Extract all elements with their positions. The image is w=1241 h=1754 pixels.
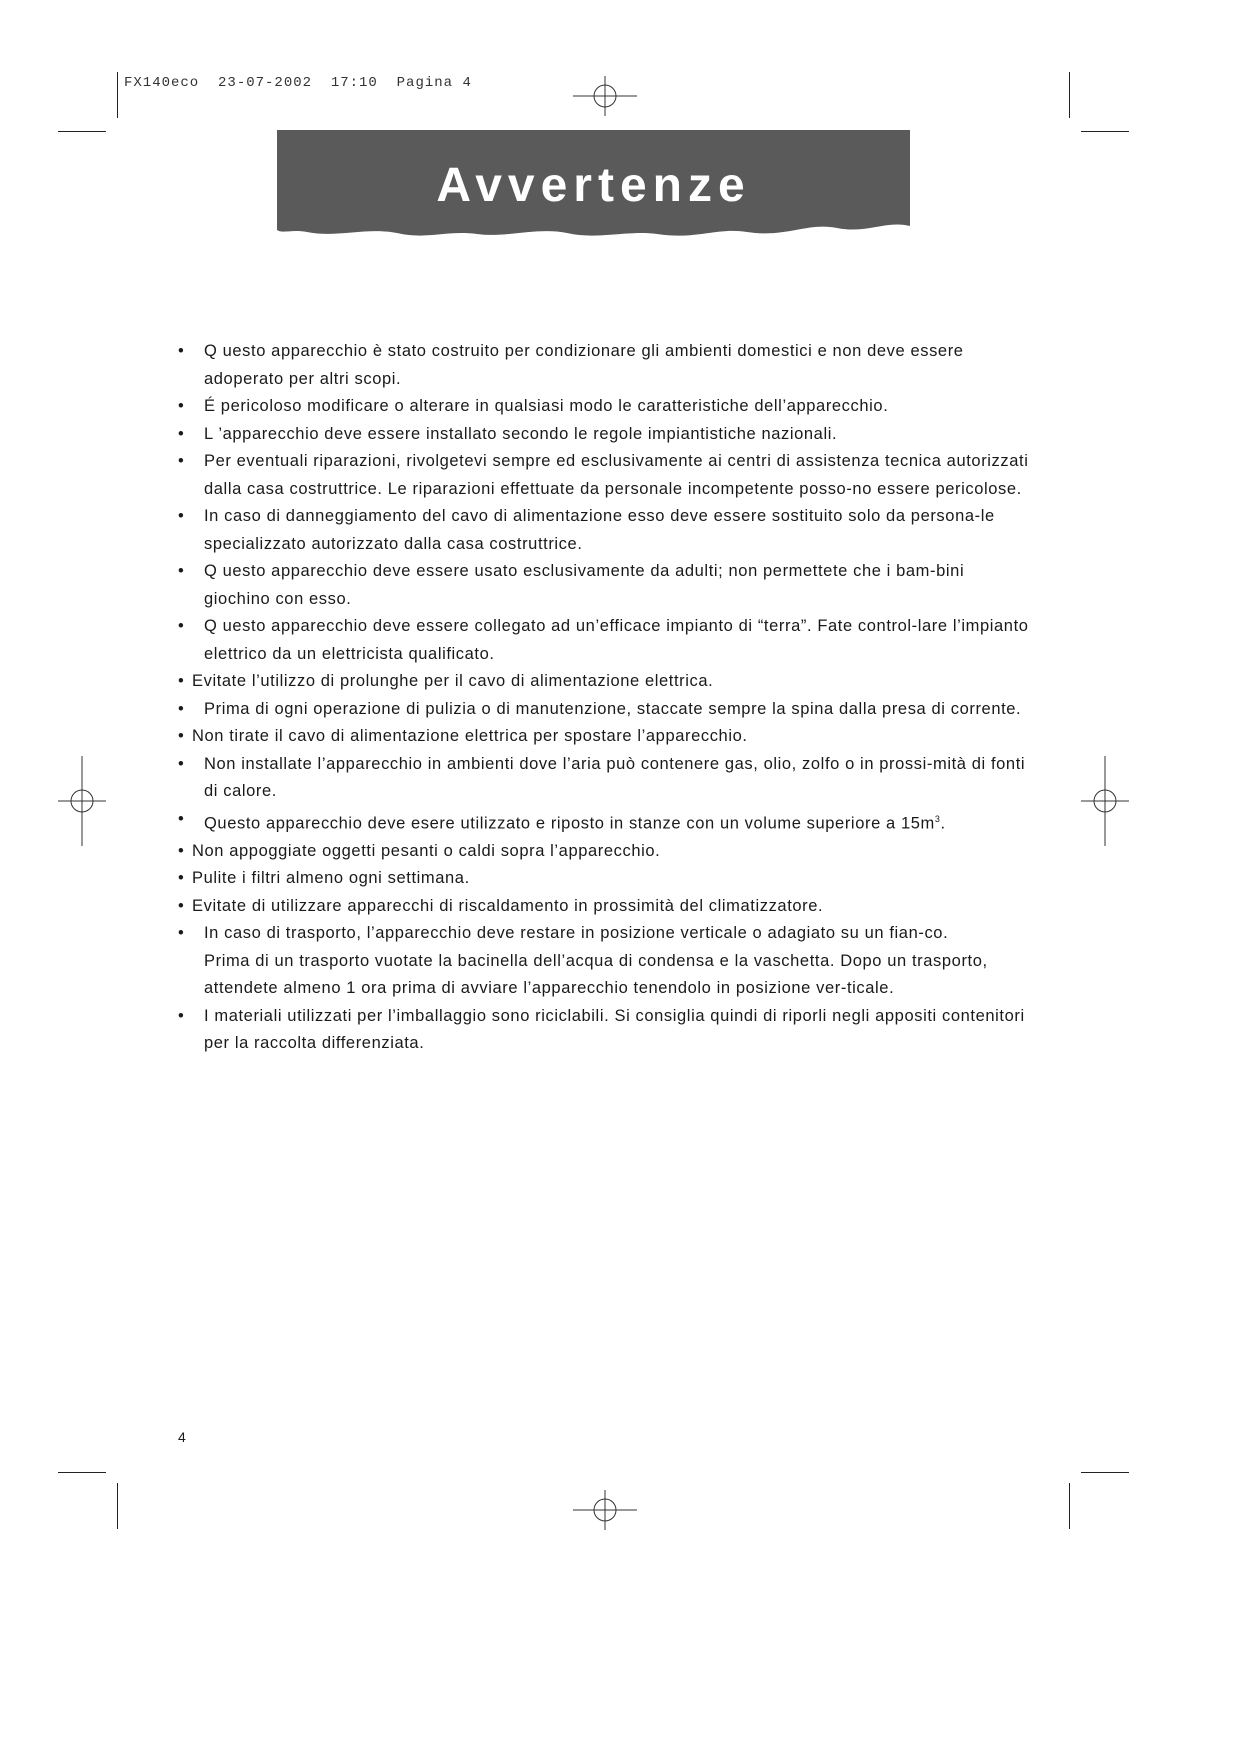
bullet: • xyxy=(178,869,185,887)
print-slug: FX140eco 23-07-2002 17:10 Pagina 4 xyxy=(124,75,472,91)
crop-mark xyxy=(1069,1483,1070,1529)
list-item: • Per eventuali riparazioni, rivolgetevi sempre ed esclusivamente ai centri di assistenza tecnica autorizzati dalla casa costruttrice. Le riparazioni effettuate da personale incompetente posso-no essere pericolose. xyxy=(172,448,1034,503)
list-item: • Non appoggiate oggetti pesanti o caldi sopra l’apparecchio. xyxy=(172,838,1034,866)
list-item: • In caso di danneggiamento del cavo di alimentazione esso deve essere sostituito solo da persona-le specializzato autorizzato dalla casa costruttrice. xyxy=(172,503,1034,558)
registration-mark-icon xyxy=(58,756,106,846)
crop-mark xyxy=(58,131,106,132)
crop-mark xyxy=(58,1472,106,1473)
list-item: • Questo apparecchio deve esere utilizzato e riposto in stanze con un volume superiore a $15m^3$. xyxy=(172,806,1034,838)
list-item: • Q uesto apparecchio deve essere collegato ad un’efficace impianto di “terra”. Fate control-lare l’impianto elettrico da un elettricista qualificato. xyxy=(172,613,1034,668)
bullet: • xyxy=(178,562,185,580)
crop-mark xyxy=(1081,131,1129,132)
bullet: • xyxy=(178,424,185,443)
bullet: • xyxy=(178,672,185,690)
list-item: • Evitate di utilizzare apparecchi di riscaldamento in prossimità del climatizzatore. xyxy=(172,893,1034,921)
bullet: • xyxy=(178,896,185,915)
list-item: • Q uesto apparecchio è stato costruito per condizionare gli ambienti domestici e non deve essere adoperato per altri scopi. xyxy=(172,338,1034,393)
registration-mark-icon xyxy=(573,1490,637,1530)
list-item: • Non tirate il cavo di alimentazione elettrica per spostare l’apparecchio. xyxy=(172,723,1034,751)
bullet: • xyxy=(178,841,185,860)
bullet: • xyxy=(178,342,185,360)
bullet: • xyxy=(178,924,185,942)
page-title: Avvertenze xyxy=(436,159,751,212)
crop-mark xyxy=(1081,1472,1129,1473)
list-item: • Pulite i filtri almeno ogni settimana. xyxy=(172,865,1034,893)
list-item: • Evitate l’utilizzo di prolunghe per il cavo di alimentazione elettrica. xyxy=(172,668,1034,696)
bullet: • xyxy=(178,617,185,635)
list-item: • Prima di ogni operazione di pulizia o di manutenzione, staccate sempre la spina dalla presa di corrente. xyxy=(172,696,1034,724)
bullet: • xyxy=(178,809,185,828)
list-item-continuation: Prima di un trasporto vuotate la bacinella dell’acqua di condensa e la vaschetta. Dopo un trasporto, attendete almeno 1 ora prima di avviare l’apparecchio tenendolo in posizione ver-ticale. xyxy=(204,951,988,997)
warnings-list xyxy=(172,338,1034,1058)
crop-mark xyxy=(117,72,118,118)
list-item: • Q uesto apparecchio deve essere usato esclusivamente da adulti; non permettete che i bam-bini giochino con esso. xyxy=(172,558,1034,613)
superscript: 3 xyxy=(934,813,941,824)
list-item: • Non installate l’apparecchio in ambienti dove l’aria può contenere gas, olio, zolfo o in prossi-mità di fonti di calore. xyxy=(172,751,1034,806)
registration-mark-icon xyxy=(1081,756,1129,846)
list-item: • L ’apparecchio deve essere installato secondo le regole impiantistiche nazionali. xyxy=(172,421,1034,449)
list-item: • In caso di trasporto, l’apparecchio deve restare in posizione verticale o adagiato su un fian-co. xyxy=(172,920,1034,948)
bullet: • xyxy=(178,727,185,745)
page-number: 4 xyxy=(178,1429,186,1445)
bullet: • xyxy=(178,452,185,470)
bullet: • xyxy=(178,699,185,718)
crop-mark xyxy=(117,1483,118,1529)
crop-mark xyxy=(1069,72,1070,118)
registration-mark-icon xyxy=(573,76,637,116)
bullet: • xyxy=(178,1006,185,1025)
bullet: • xyxy=(178,507,185,525)
bullet: • xyxy=(178,754,185,773)
bullet: • xyxy=(178,397,185,415)
list-item: • É pericoloso modificare o alterare in qualsiasi modo le caratteristiche dell’apparecchio. xyxy=(172,393,1034,421)
title-banner xyxy=(277,130,910,242)
list-item: • I materiali utilizzati per l’imballaggio sono riciclabili. Si consiglia quindi di riporli negli appositi contenitori per la raccolta differenziata. xyxy=(172,1003,1034,1058)
